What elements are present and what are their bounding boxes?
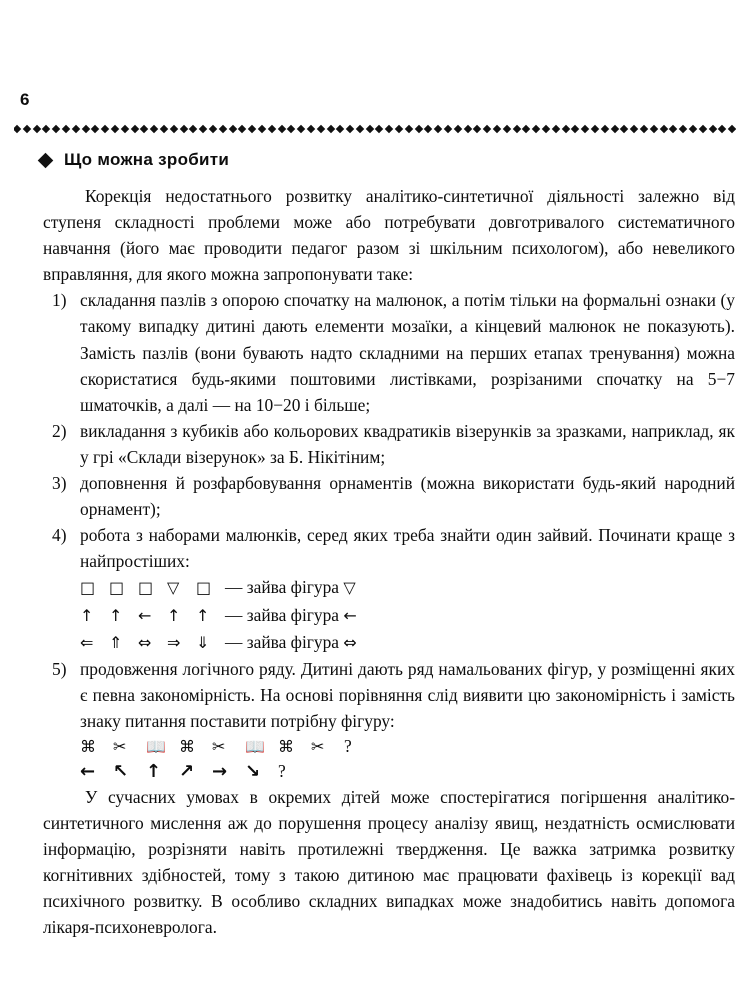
list-item-text: робота з наборами малюнків, серед яких треба знайти один зайвий. Починати краще з найпростіших: (80, 525, 735, 572)
divider-diamond-icon (718, 125, 726, 133)
divider-diamond-icon (199, 125, 207, 133)
sequence-glyph: ↘ (245, 760, 261, 782)
divider-diamond-icon (620, 125, 628, 133)
divider-diamond-icon (140, 125, 148, 133)
sequence-glyph: 📖 (245, 736, 265, 756)
divider-diamond-icon (179, 125, 187, 133)
divider-diamond-icon (483, 125, 491, 133)
answer-glyph: ⇔ (343, 632, 357, 652)
list-item-text: складання пазлів з опорою спочатку на малюнок, а потім тільки на формальні ознаки (у такому випадку дитині дають елементи мозаїки, а кінцевий малюнок не показують). Замість пазлів (вони бувають надто складними на перших етапах тренування) можна скористатися будь-якими поштовими листівками, розрізаними спочатку на 5−7 шматочків, а далі — на 10−20 і більше; (80, 290, 735, 415)
figure-sequence (80, 603, 225, 629)
divider-diamond-icon (708, 125, 716, 133)
odd-one-out-answer: — зайва фігура ← (225, 604, 357, 625)
list-marker: 5) (52, 658, 67, 679)
answer-glyph: ← (343, 605, 357, 625)
sequence-glyph: ✂ (113, 736, 127, 756)
divider-diamond-icon (512, 125, 520, 133)
divider-diamond-icon (287, 125, 295, 133)
divider-diamond-icon (630, 125, 638, 133)
divider-diamond-icon (238, 125, 246, 133)
divider-diamond-icon (434, 125, 442, 133)
divider-diamond-icon (522, 125, 530, 133)
divider-diamond-icon (62, 125, 70, 133)
divider-diamond-icon (121, 125, 129, 133)
divider-diamond-icon (42, 125, 50, 133)
divider-diamond-icon (463, 125, 471, 133)
figure-sequence (80, 575, 225, 601)
divider-diamond-icon (150, 125, 158, 133)
figure-glyph: ▽ (167, 578, 180, 598)
diamond-bullet-icon (38, 152, 54, 168)
figure-glyph: ⇓ (196, 632, 210, 652)
figure-glyph: □ (80, 578, 96, 598)
divider-diamond-icon (561, 125, 569, 133)
divider-diamond-icon (581, 125, 589, 133)
divider-diamond-icon (170, 125, 178, 133)
divider-diamond-icon (669, 125, 677, 133)
divider-diamond-icon (267, 125, 275, 133)
sequence-glyph: ⌘ (278, 736, 294, 756)
figure-glyph: □ (109, 578, 125, 598)
odd-one-out-row (80, 602, 735, 629)
divider-diamond-icon (356, 125, 364, 133)
recommendations-list (43, 287, 735, 784)
divider-diamond-icon (111, 125, 119, 133)
figure-glyph: ↑ (196, 605, 210, 625)
divider-diamond-icon (473, 125, 481, 133)
divider-diamond-icon (424, 125, 432, 133)
divider-diamond-icon (679, 125, 687, 133)
divider-diamond-icon (326, 125, 334, 133)
list-item (43, 287, 735, 417)
divider-diamond-icon (503, 125, 511, 133)
odd-one-out-examples (80, 574, 735, 655)
body-text-column (43, 183, 735, 941)
divider-diamond-icon (258, 125, 266, 133)
divider-diamond-icon (405, 125, 413, 133)
odd-one-out-row (80, 574, 735, 601)
divider-diamond-icon (699, 125, 707, 133)
divider-diamond-icon (650, 125, 658, 133)
divider-diamond-icon (689, 125, 697, 133)
divider-diamond-icon (659, 125, 667, 133)
list-item (43, 656, 735, 784)
divider-diamond-icon (228, 125, 236, 133)
divider-diamond-icon (444, 125, 452, 133)
divider-diamond-icon (365, 125, 373, 133)
odd-one-out-answer: — зайва фігура ⇔ (225, 631, 357, 652)
figure-glyph: □ (196, 578, 212, 598)
divider-diamond-icon (375, 125, 383, 133)
divider-diamond-icon (728, 125, 736, 133)
divider-diamond-icon (32, 125, 40, 133)
list-item-text: викладання з кубиків або кольорових квадратиків візерунків за зразками, наприклад, як у грі «Склади візерунок» за Б. Нікітіним; (80, 420, 735, 467)
list-item-text: продовження логічного ряду. Дитині дають ряд намальованих фігур, у розміщенні яких є певна закономірність. На основі порівняння слід виявити цю закономірність і замість знаку питання поставити потрібну фігуру: (80, 658, 735, 731)
figure-glyph: ← (138, 605, 152, 625)
sequence-glyph: ↗ (179, 760, 195, 782)
odd-one-out-row (80, 629, 735, 656)
section-heading-label: Що можна зробити (64, 150, 230, 169)
sequence-examples (80, 734, 735, 784)
divider-diamond-icon (571, 125, 579, 133)
divider-diamond-icon (277, 125, 285, 133)
list-item (43, 470, 735, 522)
divider-diamond-icon (542, 125, 550, 133)
divider-diamond-icon (385, 125, 393, 133)
divider-diamond-icon (130, 125, 138, 133)
divider-diamond-icon (23, 125, 31, 133)
section-heading (40, 150, 229, 170)
divider-diamond-icon (414, 125, 422, 133)
list-marker: 2) (52, 420, 67, 441)
list-item (43, 522, 735, 655)
figure-glyph: ↑ (80, 605, 94, 625)
sequence-glyph: 📖 (146, 736, 166, 756)
sequence-glyph: ⌘ (179, 736, 195, 756)
divider-diamond-icon (81, 125, 89, 133)
figure-glyph: ↑ (109, 605, 123, 625)
page-number: 6 (20, 90, 30, 109)
list-item (43, 418, 735, 470)
divider-diamond-icon (454, 125, 462, 133)
sequence-glyph: ↑ (146, 760, 162, 782)
divider-diamond-icon (218, 125, 226, 133)
question-mark-placeholder: ? (344, 735, 352, 756)
sequence-glyph: ✂ (212, 736, 226, 756)
divider-diamond-icon (591, 125, 599, 133)
question-mark-placeholder: ? (278, 760, 286, 781)
divider-diamond-icon (640, 125, 648, 133)
divider-diamond-icon (14, 125, 21, 133)
list-marker: 3) (52, 473, 67, 494)
divider-diamond-icon (601, 125, 609, 133)
odd-one-out-answer: — зайва фігура ▽ (225, 577, 356, 598)
divider-diamond-icon (209, 125, 217, 133)
answer-glyph: ▽ (343, 578, 356, 598)
list-marker: 1) (52, 290, 67, 311)
divider-diamond-icon (91, 125, 99, 133)
sequence-glyph: → (212, 760, 228, 782)
divider-diamond-icon (52, 125, 60, 133)
divider-diamond-icon (189, 125, 197, 133)
divider-diamond-icon (336, 125, 344, 133)
intro-paragraph: Корекція недостатнього розвитку аналітико-синтетичної діяльності залежно від ступеня складності проблеми може або потребувати довготривалого систематичного навчання (його має проводити педагог разом зі шкільним психологом), або невеликого вправляння, для якого можна запропонувати таке: (43, 186, 735, 285)
divider-diamond-icon (72, 125, 80, 133)
sequence-glyph: ← (80, 760, 96, 782)
figure-glyph: ↑ (167, 605, 181, 625)
figure-glyph: ⇔ (138, 632, 152, 652)
divider-diamond-icon (395, 125, 403, 133)
divider-diamond-icon (316, 125, 324, 133)
sequence-row (80, 759, 735, 784)
figure-sequence (80, 630, 225, 656)
divider-diamond-icon (101, 125, 109, 133)
divider-diamond-icon (493, 125, 501, 133)
figure-glyph: ⇒ (167, 632, 181, 652)
figure-glyph: □ (138, 578, 154, 598)
divider-diamond-icon (307, 125, 315, 133)
sequence-glyph: ✂ (311, 736, 325, 756)
divider-diamond-icon (160, 125, 168, 133)
divider-diamond-icon (248, 125, 256, 133)
list-marker: 4) (52, 525, 67, 546)
sequence-row (80, 734, 735, 759)
divider-diamond-icon (552, 125, 560, 133)
divider-diamond-icon (297, 125, 305, 133)
divider-diamond-icon (532, 125, 540, 133)
sequence-glyph: ↖ (113, 760, 129, 782)
diamond-divider (14, 124, 736, 134)
figure-glyph: ⇐ (80, 632, 94, 652)
list-item-text: доповнення й розфарбовування орнаментів (можна використати будь-який народний орнамент); (80, 473, 735, 520)
closing-paragraph: У сучасних умовах в окремих дітей може спостерігатися погіршення аналітико-синтетичного мислення аж до порушення процесу аналізу явищ, нездатність осмислювати інформацію, розрізняти навіть протилежні твердження. Це важка затримка розвитку когнітивних здібностей, тому з такою дитиною має працювати фахівець із корекції вад психічного розвитку. В особливо складних випадках може знадобитись навіть допомога лікаря-психоневролога. (43, 786, 735, 938)
divider-diamond-icon (346, 125, 354, 133)
sequence-glyph: ⌘ (80, 736, 96, 756)
divider-diamond-icon (610, 125, 618, 133)
figure-glyph: ⇑ (109, 632, 123, 652)
